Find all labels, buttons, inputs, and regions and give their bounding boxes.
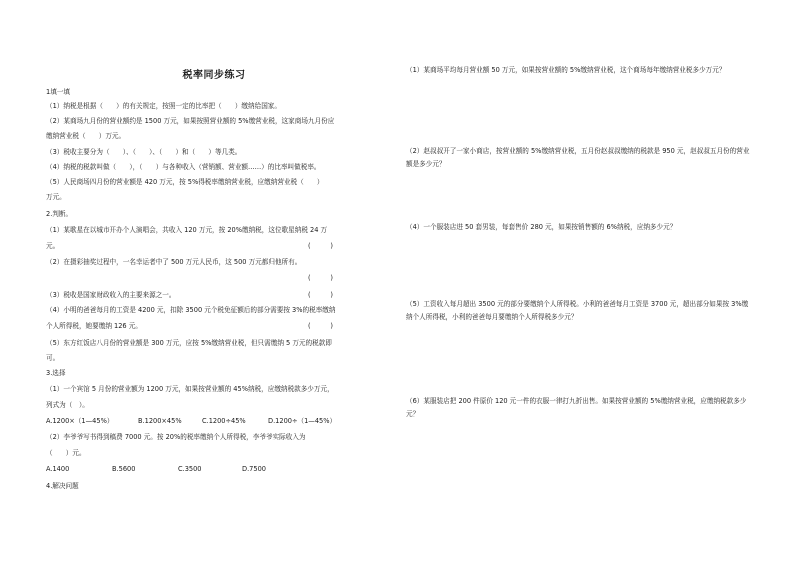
s1-q5-line2: 万元。 xyxy=(46,193,66,201)
section3-heading: 3.选择 xyxy=(46,369,66,377)
s1-q4: （4）纳税的税款叫做（ ），（ ）与各种收入（营销额、营业额……）的比率叫做税率。 xyxy=(46,163,321,171)
s3-q1-option-a[interactable]: A.1200×（1—45%） xyxy=(46,417,114,425)
s2-q4-line1: （4）小明的爸爸每月的工资是 4200 元，扣除 3500 元个税免征额后的部分需要按 3%的税率缴纳 xyxy=(46,306,336,314)
right-column xyxy=(402,0,752,561)
section2-heading: 2.判断。 xyxy=(46,210,73,218)
s3-q1-option-b[interactable]: B.1200×45% xyxy=(138,417,182,425)
s2-q4-answer-blank[interactable]: ( ) xyxy=(308,322,333,330)
s3-q2-line2: （ ）元。 xyxy=(46,449,86,457)
s2-q1-answer-blank[interactable]: ( ) xyxy=(308,242,333,250)
s2-q2-answer-blank[interactable]: ( ) xyxy=(308,274,333,282)
s3-q2-option-a[interactable]: A.1400 xyxy=(46,465,70,473)
s3-q2-option-b[interactable]: B.5600 xyxy=(112,465,136,473)
s4-q4: （4）一个服装店进 50 套男装，每套售价 280 元，如果按销售额的 6%纳税，应纳多少元？ xyxy=(406,223,677,231)
s1-q1: （1）纳税是根据（ ）的有关规定，按照一定的比率把（ ）缴纳给国家。 xyxy=(46,102,281,110)
s1-q2-line1: （2）某商场九月份的营业额约是 1500 万元，如果按照营业额的 5%缴营业税，这家商场九月份应 xyxy=(46,117,335,125)
s1-q5-line1: （5）人民商场四月份的营业额是 420 万元，按 5%得税率缴纳营业税，应缴纳营业税（ ） xyxy=(46,178,324,186)
s3-q1-line1: （1）一个宾馆 5 月份的营业额为 1200 万元，如果按营业额的 45%纳税，应缴纳税款多少万元， xyxy=(46,385,334,393)
s3-q2-option-d[interactable]: D.7500 xyxy=(242,465,266,473)
s4-q5: （5）工资收入每月超出 3500 元的部分要缴纳个人所得税。小利的爸爸每月工资是 3700 元，超出部分如果按 3%缴纳个人所得税，小利的爸爸每月要缴纳个人所得税多少元？ xyxy=(406,300,749,321)
s2-q4-line2: 个人所得税，她要缴纳 126 元。 xyxy=(46,322,142,330)
left-column xyxy=(46,0,382,561)
s3-q1-option-d[interactable]: D.1200÷（1—45%） xyxy=(268,417,337,425)
s4-q1: （1）某商场平均每月营业额 50 万元，如果按营业额的 5%缴纳营业税，这个商场每年缴纳营业税多少万元？ xyxy=(406,66,726,74)
s1-q3: （3）税收主要分为（ ）、（ ）、（ ）和（ ）等几类。 xyxy=(46,148,242,156)
s2-q2: （2）在摄彩抽奖过程中，一名幸运者中了 500 万元人民币，这 500 万元都归他所有。 xyxy=(46,258,302,266)
s1-q2-line2: 缴纳营业税（ ）万元。 xyxy=(46,132,126,140)
s3-q1-line2: 列式为（ ）。 xyxy=(46,401,89,409)
section1-heading: 1填一填 xyxy=(46,88,70,96)
s3-q2-line1: （2）李爷爷写书得到稿费 7000 元。按 20%的税率缴纳个人所得税，李爷爷实际收入为 xyxy=(46,433,306,441)
s2-q3-answer-blank[interactable]: ( ) xyxy=(308,291,333,299)
s3-q2-option-c[interactable]: C.3500 xyxy=(178,465,202,473)
s2-q1-line2: 元。 xyxy=(46,242,60,250)
s2-q3: （3）税收是国家财政收入的主要来源之一。 xyxy=(46,291,176,299)
section4-heading: 4.解决问题 xyxy=(46,482,79,490)
s3-q1-option-c[interactable]: C.1200÷45% xyxy=(202,417,246,425)
s2-q5-line2: 可。 xyxy=(46,354,60,362)
s4-q2: （2）赵叔叔开了一家小商店，按营业额的 5%缴纳营业税，五月份赵叔叔缴纳的税款是 950 元，赵叔叔五月份的营业额是多少元？ xyxy=(406,147,750,168)
s2-q1-line1: （1）某歌星在以城市开办个人演唱会，共收入 120 万元，按 20%缴纳税，这位歌星纳税 24 万 xyxy=(46,226,328,234)
s4-q6: （6）某服装店把 200 件原价 120 元一件的衣服一律打九折出售。如果按营业额的 5%缴纳营业税，应缴纳税款多少元？ xyxy=(406,397,747,418)
s2-q5-line1: （5）东方红饭店八月份的营业额是 300 万元，应按 5%缴纳营业税，但只需缴纳 5 万元的税款即 xyxy=(46,339,332,347)
page-title: 税率同步练习 xyxy=(182,70,246,81)
